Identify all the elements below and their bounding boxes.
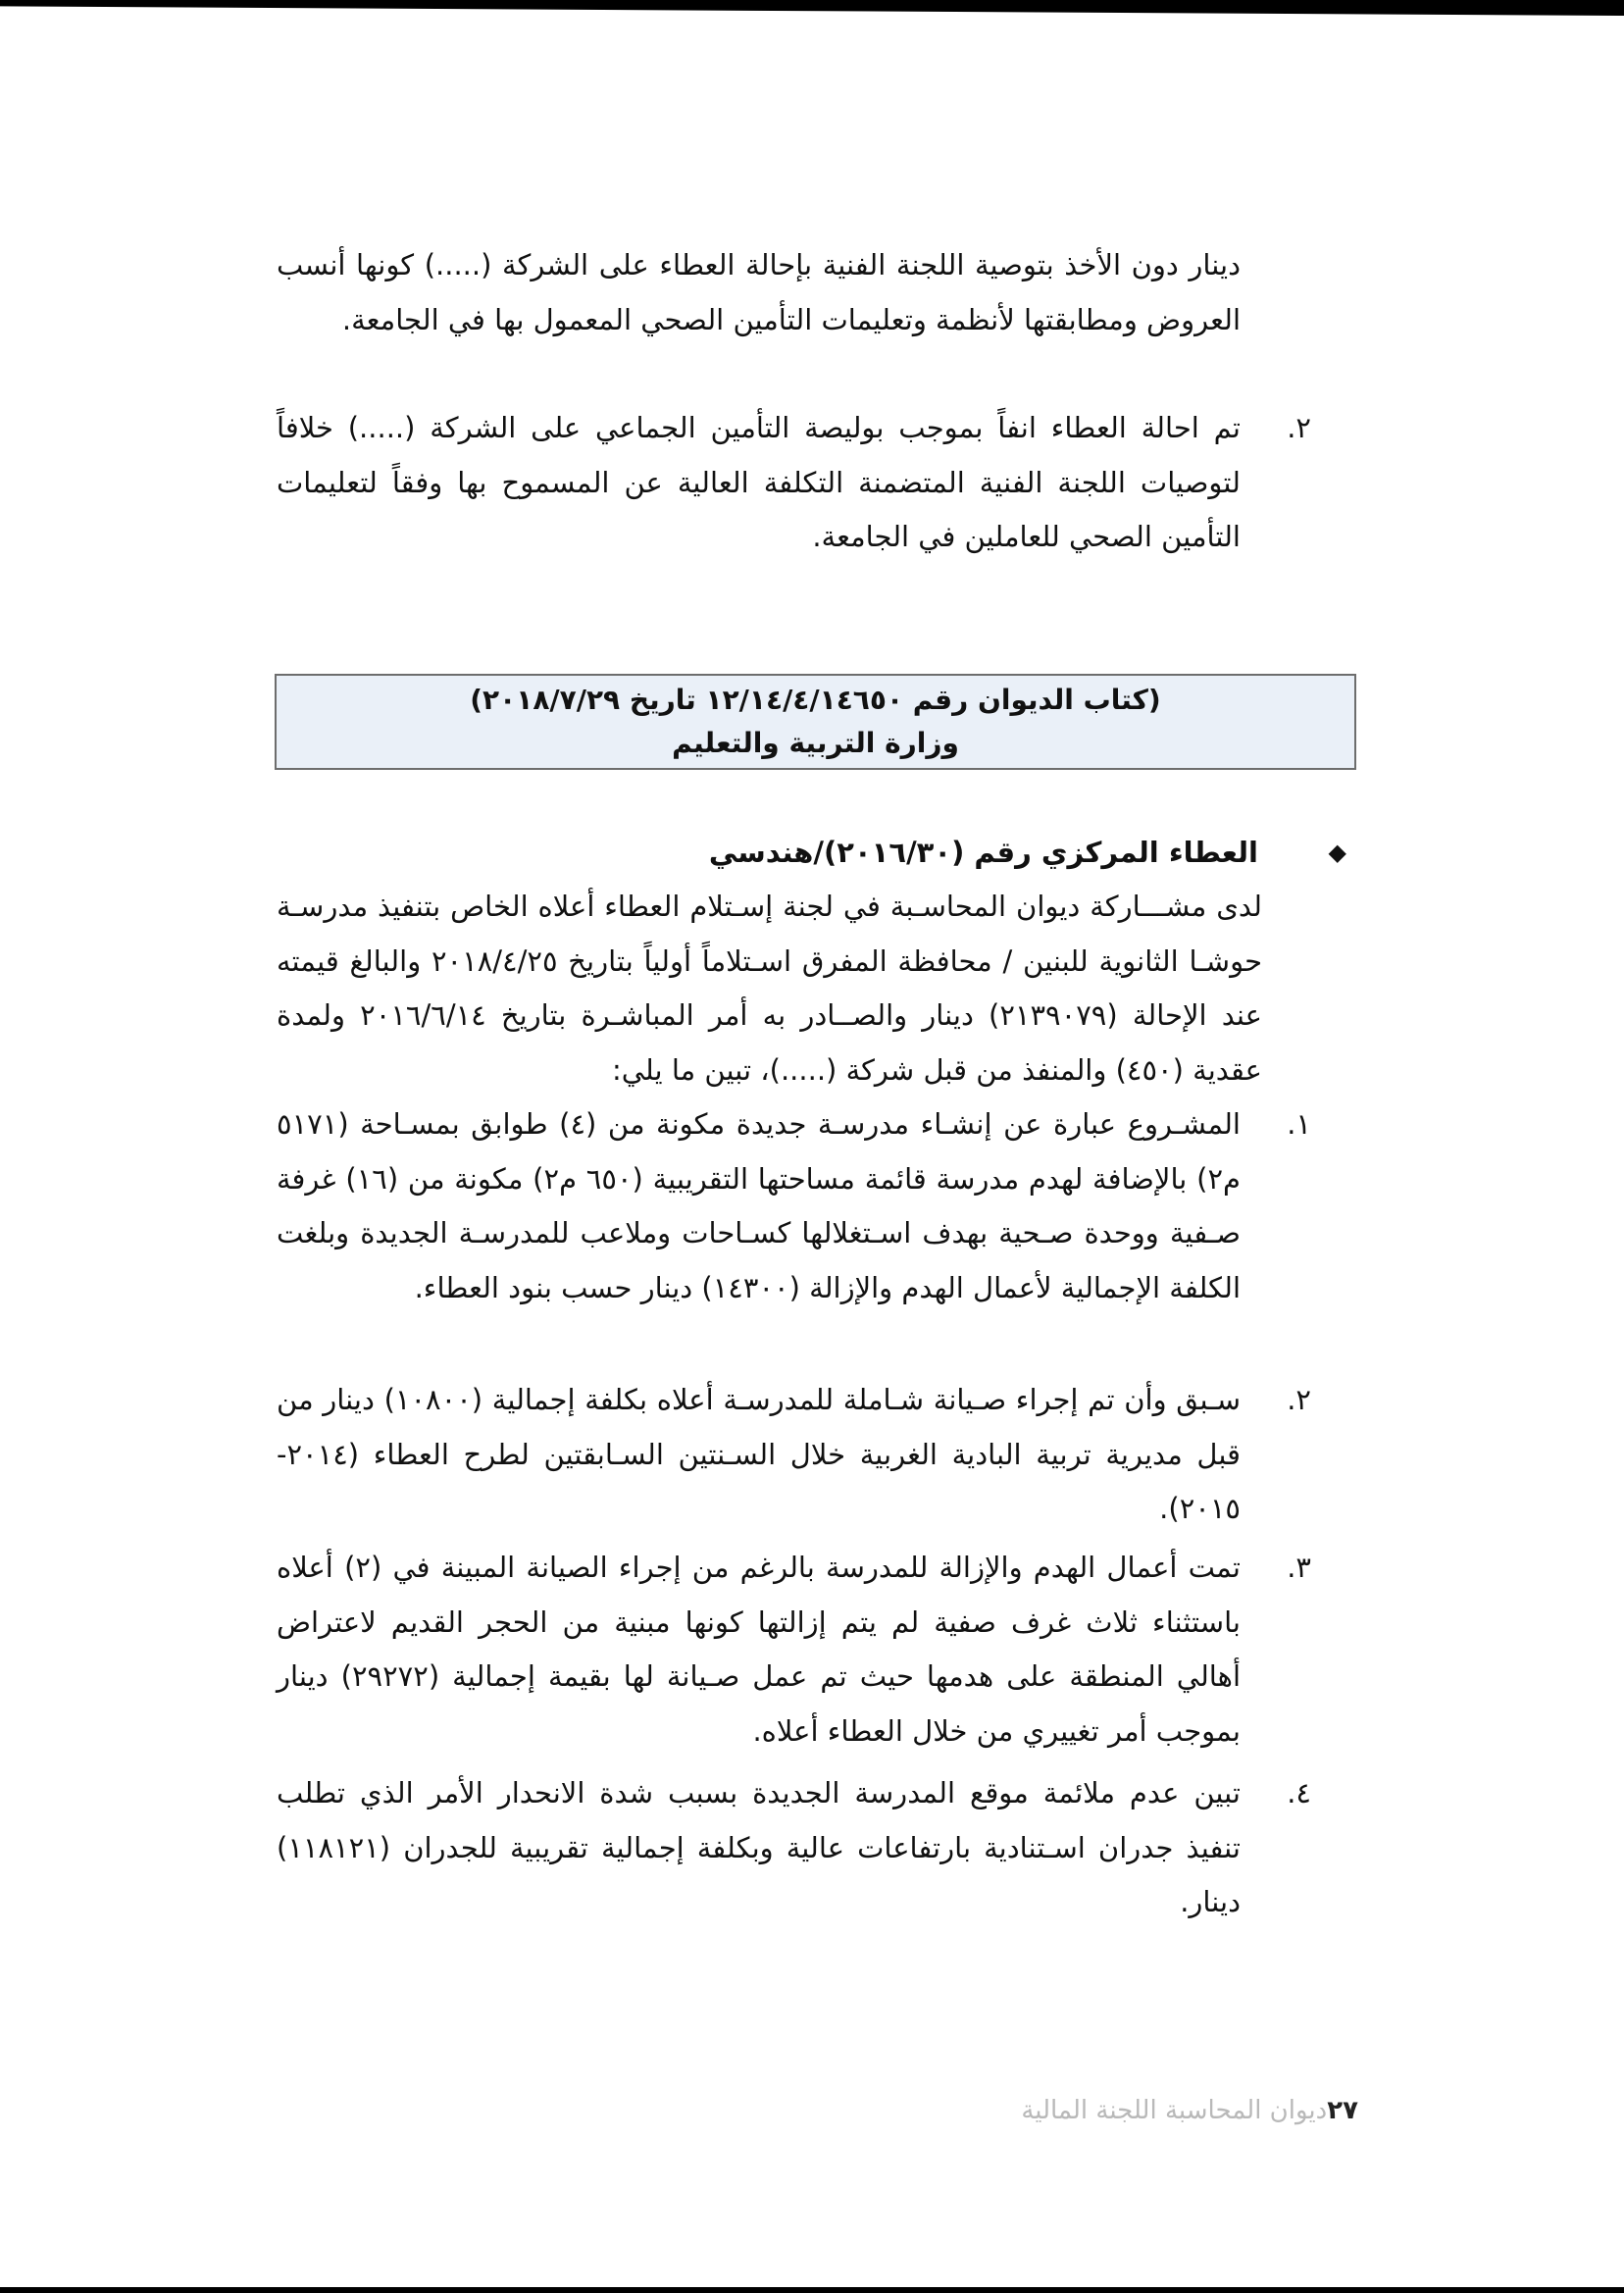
page-number: ٢٧ <box>1327 2096 1358 2125</box>
reference-line-2: وزارة التربية والتعليم <box>672 727 959 759</box>
list-text: المشـروع عبارة عن إنشـاء مدرسـة جديدة مكونة من (٤) طوابق بمسـاحة (٥١٧١ م٢) بالإضافة لهدم مدرسة قائمة مساحتها التقريبية (٦٥٠ م٢) مكونة من (١٦) غرفة صـفية ووحدة صـحية بهدف اسـتغلالها كسـاحات وملاعب للمدرسـة الجديدة وبلغت الكلفة الإجمالية لأعمال الهدم والإزالة (١٤٣٠٠) دينار حسب بنود العطاء. <box>277 1107 1241 1304</box>
page-footer <box>814 2096 1358 2125</box>
diamond-bullet-icon: ◆ <box>1328 839 1346 866</box>
scan-edge-bottom <box>0 2287 1624 2293</box>
finding-item-3 <box>277 1541 1311 1758</box>
top-continuation-paragraph: دينار دون الأخذ بتوصية اللجنة الفنية بإحالة العطاء على الشركة (.....) كونها أنسب العروض ومطابقتها لأنظمة وتعليمات التأمين الصحي المعمول بها في الجامعة. <box>277 248 1241 336</box>
list-text: تمت أعمال الهدم والإزالة للمدرسة بالرغم من إجراء الصيانة المبينة في (٢) أعلاه باستثناء ثلاث غرف صفية لم يتم إزالتها كونها مبنية من الحجر القديم لاعتراض أهالي المنطقة على هدمها حيث تم عمل صـيانة لها بقيمة إجمالية (٢٩٢٧٢) دينار بموجب أمر تغييري من خلال العطاء أعلاه. <box>277 1551 1241 1748</box>
finding-item-1 <box>277 1097 1311 1315</box>
top-list-item-2 <box>277 401 1311 565</box>
list-text: تم احالة العطاء انفاً بموجب بوليصة التأمين الجماعي على الشركة (.....) خلافاً لتوصيات اللجنة الفنية المتضمنة التكلفة العالية عن المسموح بها وفقاً لتعليمات التأمين الصحي للعاملين في الجامعة. <box>277 411 1241 553</box>
reference-box <box>275 674 1356 770</box>
finding-item-4 <box>277 1766 1311 1930</box>
finding-item-2 <box>277 1373 1311 1537</box>
section-intro-paragraph: لدى مشـــاركة ديوان المحاسـبة في لجنة إسـتلام العطاء أعلاه الخاص بتنفيذ مدرسـة حوشـا الثانوية للبنين / محافظة المفرق اسـتلاماً أولياً بتاريخ ٢٠١٨/٤/٢٥ والبالغ قيمته عند الإحالة (٢١٣٩٠٧٩) دينار والصــادر به أمر المباشـرة بتاريخ ٢٠١٦/٦/١٤ ولمدة عقدية (٤٥٠) والمنفذ من قبل شركة (.....)، تبين ما يلي: <box>277 890 1262 1087</box>
list-number: ٣. <box>1287 1551 1311 1584</box>
list-number: ٢. <box>1287 1383 1311 1416</box>
list-text: سـبق وأن تم إجراء صـيانة شـاملة للمدرسـة أعلاه بكلفة إجمالية (١٠٨٠٠) دينار من قبل مديرية تربية البادية الغربية خلال السـنتين السـابقتين لطرح العطاء (٢٠١٤- ٢٠١٥). <box>277 1383 1242 1525</box>
list-number: ١. <box>1287 1107 1311 1141</box>
reference-line-1: (كتاب الديوان رقم ١٢/١٤/٤/١٤٦٥٠ تاريخ ٢٠١٨/٧/٢٩) <box>470 684 1161 716</box>
list-number: ٤. <box>1287 1776 1311 1809</box>
footer-organization: ديوان المحاسبة اللجنة المالية <box>1021 2096 1328 2125</box>
section-heading-text: العطاء المركزي رقم (٢٠١٦/٣٠)/هندسي <box>708 836 1258 869</box>
section-heading <box>277 826 1350 881</box>
list-text: تبين عدم ملائمة موقع المدرسة الجديدة بسبب شدة الانحدار الأمر الذي تطلب تنفيذ جدران اسـتنادية بارتفاعات عالية وبكلفة إجمالية تقريبية للجدران (١١٨١٢١) دينار. <box>277 1776 1241 1918</box>
list-number: ٢. <box>1287 411 1311 444</box>
